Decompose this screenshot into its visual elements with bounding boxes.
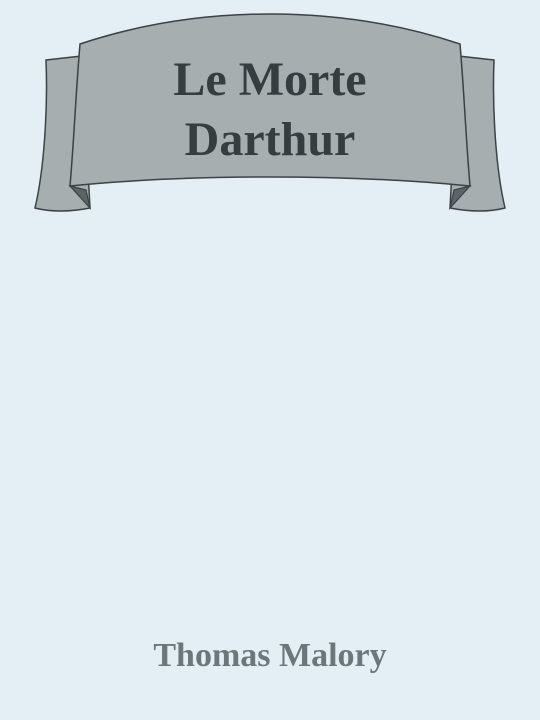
book-title-line-2: Darthur: [184, 113, 356, 166]
book-author: Thomas Malory: [153, 637, 387, 674]
book-title-line-1: Le Morte: [173, 53, 367, 106]
book-title: [90, 50, 450, 170]
